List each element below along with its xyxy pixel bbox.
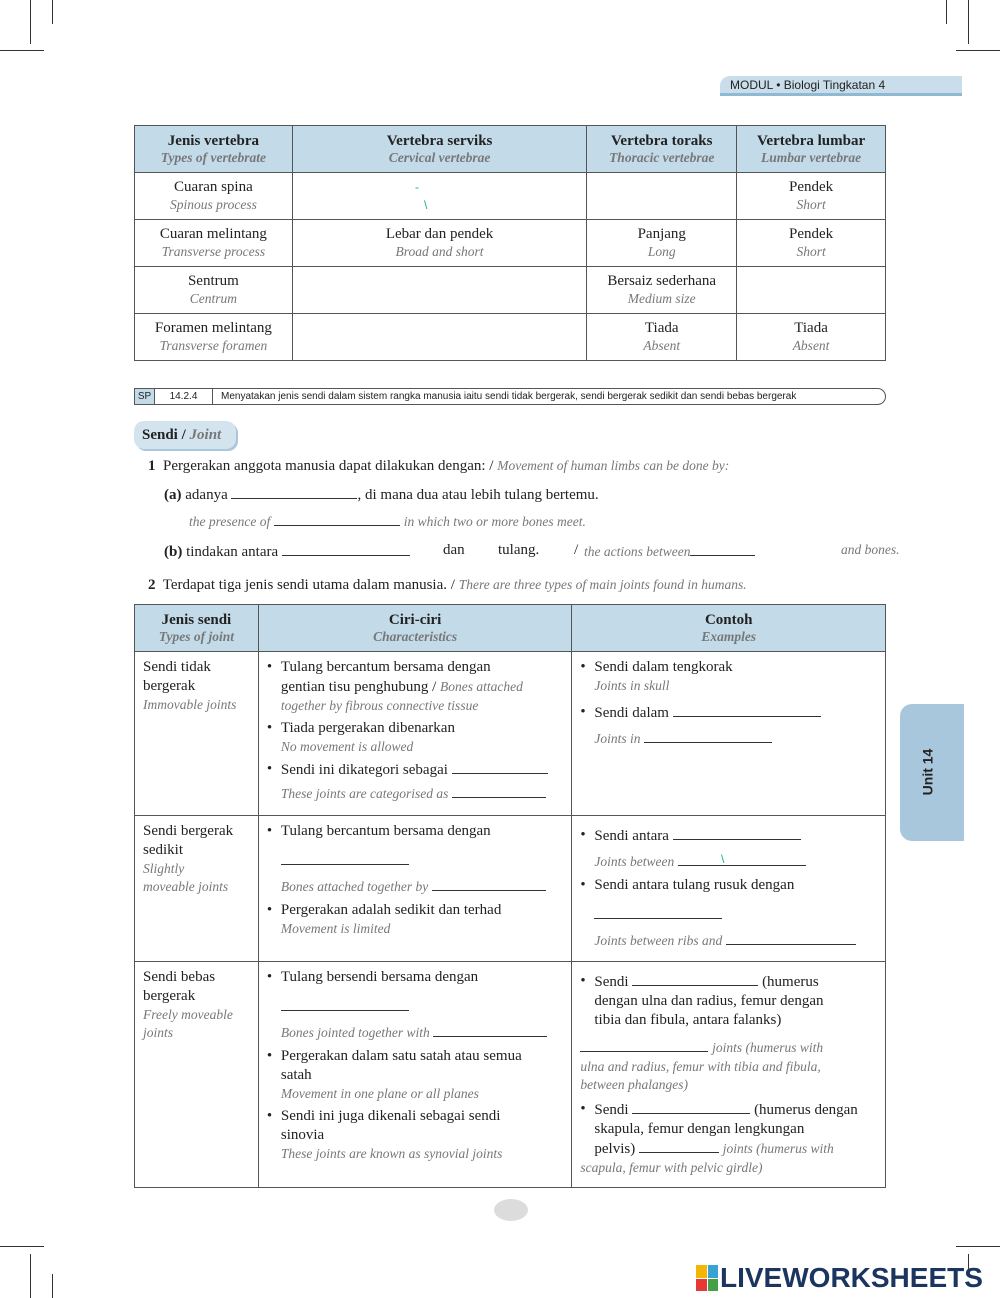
list-item: • Pergerakan adalah sedikit dan terhad Movement is limited	[267, 901, 564, 938]
sp-code: 14.2.4	[155, 389, 213, 404]
answer-blank[interactable]	[594, 905, 722, 919]
answer-blank[interactable]	[274, 512, 400, 526]
list-item: • Sendi (humerus dengan ulna dan radius, femur dengan tibia dan fibula, antara falanks) joints (humerus with ulna and radius, femur with tibia and fibula, between phalanges)	[580, 972, 877, 1094]
crop-mark	[30, 1254, 31, 1298]
q1b-en-post: and bones.	[841, 542, 900, 557]
module-header: MODUL • Biologi Tingkatan 4	[720, 76, 962, 96]
answer-blank[interactable]	[644, 729, 772, 743]
table-header: Vertebra lumbar Lumbar vertebrae	[737, 126, 886, 173]
feature-cell: Sentrum Centrum	[135, 267, 293, 314]
characteristics-cell	[258, 816, 572, 962]
crop-mark	[30, 0, 31, 44]
cursor-mark: \	[721, 852, 725, 866]
sp-description: Menyatakan jenis sendi dalam sistem rangka manusia iaitu sendi tidak bergerak, sendi bergerak sedikit dan sendi bebas bergerak	[221, 391, 797, 402]
list-item: • Tiada pergerakan dibenarkan No movement is allowed	[267, 719, 564, 756]
question-1b: (b) tindakan antara	[164, 542, 410, 561]
table-row	[135, 816, 886, 962]
answer-blank[interactable]	[673, 826, 801, 840]
brand-icon	[696, 1265, 718, 1291]
table-header: Contoh Examples	[572, 605, 886, 652]
q1b-en: the actions between	[584, 542, 755, 561]
joint-type-cell: Sendi bergerak sedikit Slightly moveable joints	[135, 816, 259, 962]
value-cell: Tiada Absent	[587, 314, 737, 361]
page-number-badge	[494, 1199, 528, 1221]
list-item: • Sendi ini dikategori sebagai These joints are categorised as	[267, 760, 564, 804]
crop-mark	[956, 1246, 1000, 1247]
joint-type-cell: Sendi tidak bergerak Immovable joints	[135, 652, 259, 816]
table-header: Jenis sendi Types of joint	[135, 605, 259, 652]
answer-blank[interactable]	[639, 1139, 719, 1153]
answer-blank[interactable]	[433, 1023, 547, 1037]
value-cell: Tiada Absent	[737, 314, 886, 361]
question-2: 2 Terdapat tiga jenis sendi utama dalam manusia. / There are three types of main joints found in humans.	[148, 577, 747, 593]
list-item: • Sendi dalam Joints in	[580, 703, 877, 749]
table-header: Vertebra toraks Thoracic vertebrae	[587, 126, 737, 173]
answer-blank[interactable]	[690, 542, 755, 556]
examples-cell	[572, 816, 886, 962]
cursor-mark: -	[415, 180, 419, 194]
table-header: Vertebra serviks Cervical vertebrae	[292, 126, 587, 173]
list-item: • Sendi antara Joints between	[580, 826, 877, 872]
value-cell: Panjang Long	[587, 220, 737, 267]
answer-blank[interactable]	[281, 997, 409, 1011]
answer-blank[interactable]	[452, 784, 546, 798]
table-row	[135, 173, 886, 220]
question-1a: (a) adanya , di mana dua atau lebih tulang bertemu.	[164, 487, 599, 503]
table-header: Jenis vertebra Types of vertebrate	[135, 126, 293, 173]
answer-blank[interactable]	[231, 485, 357, 499]
answer-blank[interactable]	[281, 851, 409, 865]
answer-blank[interactable]	[726, 931, 856, 945]
answer-cell[interactable]	[292, 173, 587, 220]
answer-blank[interactable]	[678, 852, 806, 866]
table-row	[135, 220, 886, 267]
crop-mark	[968, 0, 969, 44]
list-item: • Sendi dalam tengkorak Joints in skull	[580, 658, 877, 695]
answer-cell[interactable]	[587, 173, 737, 220]
value-cell: Bersaiz sederhana Medium size	[587, 267, 737, 314]
answer-cell[interactable]	[292, 267, 587, 314]
liveworksheets-logo: LIVEWORKSHEETS	[696, 1262, 983, 1294]
unit-tab: Unit 14	[900, 704, 964, 841]
section-title: Sendi / Joint	[134, 421, 236, 449]
question-1a-en: the presence of in which two or more bones meet.	[189, 514, 586, 529]
value-cell: Pendek Short	[737, 173, 886, 220]
crop-mark	[946, 0, 947, 24]
joint-type-cell: Sendi bebas bergerak Freely moveable joints	[135, 962, 259, 1188]
list-item: • Tulang bercantum bersama dengan Bones attached together by	[267, 822, 564, 897]
crop-mark	[0, 1246, 44, 1247]
q1b-and: dan	[443, 542, 465, 558]
answer-cell[interactable]	[292, 314, 587, 361]
question-1: 1 Pergerakan anggota manusia dapat dilakukan dengan: / Movement of human limbs can be done by:	[148, 458, 730, 474]
feature-cell: Cuaran spina Spinous process	[135, 173, 293, 220]
table-header-row	[135, 126, 886, 173]
examples-cell	[572, 962, 886, 1188]
list-item: • Sendi antara tulang rusuk dengan Joints between ribs and	[580, 876, 877, 951]
crop-mark	[0, 50, 44, 51]
list-item: • Tulang bersendi bersama dengan Bones jointed together with	[267, 968, 564, 1043]
answer-blank[interactable]	[632, 1100, 750, 1114]
list-item: • Pergerakan dalam satu satah atau semua satah Movement in one plane or all planes	[267, 1047, 564, 1103]
q1b-bones: tulang.	[498, 542, 540, 558]
table-row	[135, 652, 886, 816]
q1b-slash: /	[574, 542, 579, 558]
joint-table	[134, 604, 886, 1188]
answer-blank[interactable]	[282, 542, 410, 556]
answer-blank[interactable]	[432, 877, 546, 891]
value-cell: Lebar dan pendek Broad and short	[292, 220, 587, 267]
characteristics-cell	[258, 962, 572, 1188]
examples-cell	[572, 652, 886, 816]
answer-blank[interactable]	[580, 1038, 708, 1052]
learning-standard-bar	[134, 388, 886, 405]
sp-label: SP	[135, 389, 155, 404]
table-row	[135, 314, 886, 361]
value-cell: Pendek Short	[737, 220, 886, 267]
answer-cell[interactable]	[737, 267, 886, 314]
cursor-mark: \	[424, 198, 428, 212]
list-item: • Sendi ini juga dikenali sebagai sendi sinovia These joints are known as synovial joints	[267, 1107, 564, 1163]
answer-blank[interactable]	[452, 760, 548, 774]
answer-blank[interactable]	[673, 703, 821, 717]
crop-mark	[52, 0, 53, 24]
crop-mark	[956, 50, 1000, 51]
table-header: Ciri-ciri Characteristics	[258, 605, 572, 652]
feature-cell: Foramen melintang Transverse foramen	[135, 314, 293, 361]
table-header-row	[135, 605, 886, 652]
list-item: • Tulang bercantum bersama dengan gentian tisu penghubung / Bones attached together by fibrous connective tissue	[267, 658, 564, 715]
table-row	[135, 267, 886, 314]
table-row	[135, 962, 886, 1188]
list-item: • Sendi (humerus dengan skapula, femur dengan lengkungan pelvis) joints (humerus with scapula, femur with pelvic girdle)	[580, 1100, 877, 1177]
answer-blank[interactable]	[632, 972, 758, 986]
feature-cell: Cuaran melintang Transverse process	[135, 220, 293, 267]
characteristics-cell	[258, 652, 572, 816]
crop-mark	[52, 1274, 53, 1298]
vertebra-table	[134, 125, 886, 361]
